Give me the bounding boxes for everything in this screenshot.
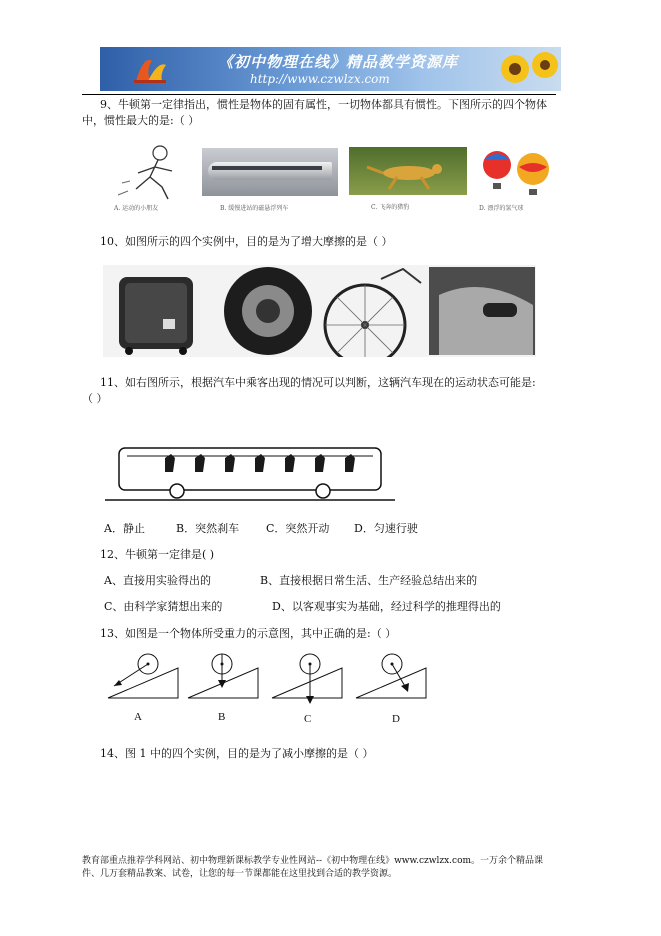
running-kid-icon	[108, 143, 192, 203]
q11-option-c: C．突然开动	[266, 522, 330, 535]
q10-image-strip	[103, 265, 536, 357]
q9-caption-d: D. 漂浮的氢气球	[479, 205, 524, 212]
q13-label-c: C	[304, 713, 312, 725]
q13-label-b: B	[218, 711, 226, 723]
q9-caption-a: A. 运动的小朋友	[114, 205, 159, 212]
q13-label-a: A	[134, 711, 142, 723]
q9-line1: 9、牛顿第一定律指出，惯性是物体的固有属性，一切物体都具有惯性。下图所示的四个物体	[100, 98, 547, 111]
q12-option-a: A、直接用实验得出的	[104, 574, 211, 587]
q9-image-d	[475, 145, 557, 215]
q12-option-d: D、以客观事实为基础，经过科学的推理得出的	[272, 600, 501, 613]
maglev-train-icon	[202, 148, 338, 196]
bicycle-wheel-icon	[325, 269, 421, 357]
q11-line1: 11、如右图所示，根据汽车中乘客出现的情况可以判断，这辆汽车现在的运动状态可能是:	[100, 376, 536, 389]
q10-text: 10、如图所示的四个实例中，目的是为了增大摩擦的是（ ）	[100, 235, 393, 248]
q9-line2: 中，惯性最大的是:（ ）	[82, 114, 200, 127]
maglev-closeup-icon	[429, 267, 535, 355]
banner-url[interactable]: http://www.czwlzx.com	[250, 72, 390, 86]
q9-caption-b: B. 缓慢进站的磁悬浮列车	[220, 205, 289, 212]
footer-line2: 件、几万套精品教案、试卷，让您的每一节课都能在这里找到合适的教学资源。	[82, 869, 398, 879]
banner-title: 《初中物理在线》精品教学资源库	[218, 53, 459, 71]
hot-air-balloon-icon	[475, 145, 557, 201]
incline-diagram-c	[272, 654, 342, 704]
bus-icon	[105, 444, 395, 502]
header-banner	[100, 47, 561, 91]
q13-text: 13、如图是一个物体所受重力的示意图，其中正确的是:（ ）	[100, 627, 397, 640]
footer-line1: 教育部重点推荐学科网站、初中物理新课标教学专业性网站--《初中物理在线》www.czwlzx.com。一万余个精品课	[82, 856, 544, 866]
q11-option-d: D．匀速行驶	[354, 522, 418, 535]
q14-text: 14、图 1 中的四个实例，目的是为了减小摩擦的是（ ）	[100, 747, 374, 760]
q11-option-a: A．静止	[104, 522, 145, 535]
suitcase-icon	[119, 277, 193, 355]
incline-diagram-b	[188, 654, 258, 698]
logo-icon	[130, 51, 170, 87]
q13-label-d: D	[392, 713, 400, 725]
q9-image-b	[202, 148, 338, 215]
q11-bus-image	[105, 444, 395, 502]
q9-image-a	[108, 143, 192, 215]
header-rule	[82, 94, 556, 95]
q12-option-b: B、直接根据日常生活、生产经验总结出来的	[260, 574, 478, 587]
q9-image-c	[349, 147, 467, 215]
cheetah-icon	[349, 147, 467, 195]
q13-gravity-diagrams	[100, 648, 440, 708]
q11-line2: （ ）	[82, 392, 108, 405]
q9-caption-c: C. 飞奔的猎豹	[371, 204, 410, 211]
incline-diagram-d	[356, 654, 426, 698]
q12-option-c: C、由科学家猜想出来的	[104, 600, 223, 613]
sunflower-icon	[495, 47, 561, 91]
q11-option-b: B．突然刹车	[176, 522, 240, 535]
q12-text: 12、牛顿第一定律是( )	[100, 548, 215, 561]
tire-icon	[224, 267, 312, 355]
incline-diagram-a	[108, 654, 178, 698]
